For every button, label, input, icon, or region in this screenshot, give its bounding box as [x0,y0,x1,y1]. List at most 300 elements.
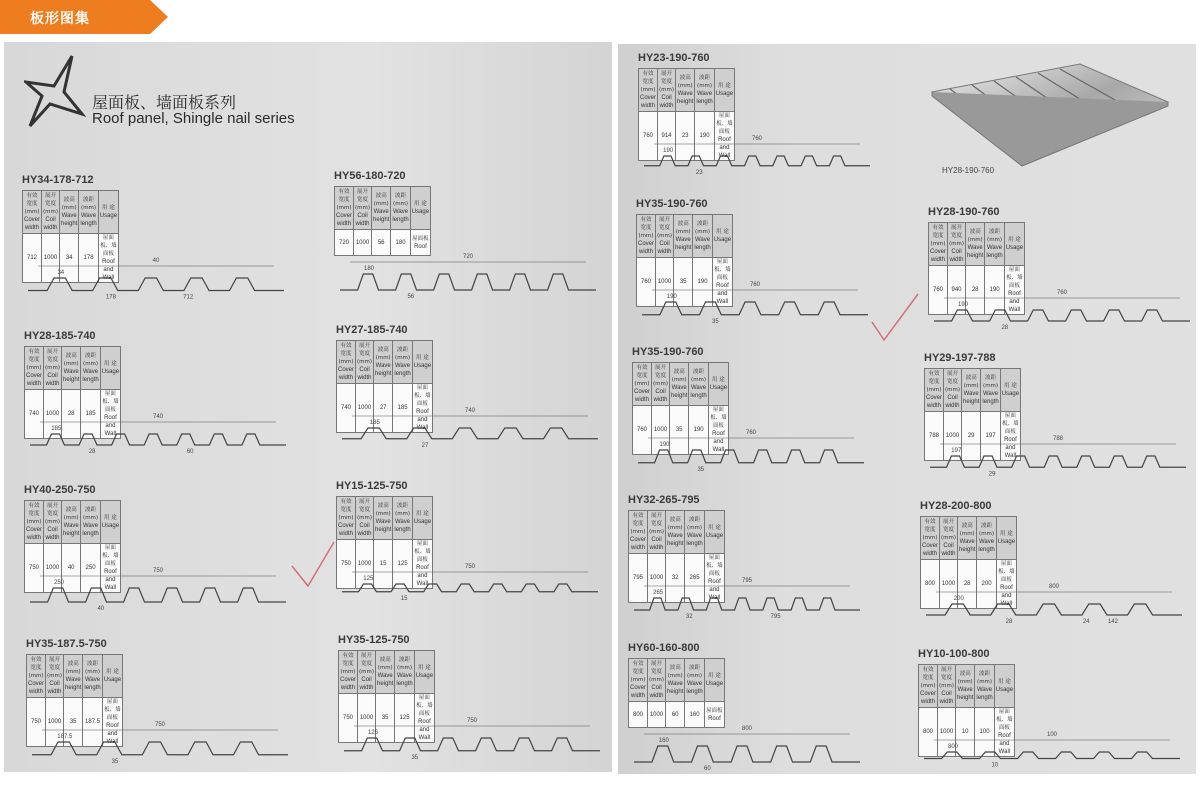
usage-zh: 屋面板、墙面板 [414,385,431,407]
dimension-label: 40 [97,606,105,612]
spec-length-value: 190 [985,266,1004,315]
header-en: Cover width [24,217,41,231]
spec-header-cell [414,651,434,694]
spec-cover-value: 720 [335,230,354,256]
header-zh: 用 途 [998,679,1011,685]
header-zh: 波距(mm) [81,197,97,211]
spec-header-cell [944,369,962,412]
spec-coil-value: 1000 [358,694,376,743]
spec-header-cell [666,511,685,554]
usage-zh: 屋面板、墙面板 [714,259,731,281]
spec-length-value: 190 [693,258,712,307]
spec-header-cell [704,511,724,554]
spec-header-cell [695,69,714,112]
header-zh: 波高(mm) [65,661,81,675]
dimension-label: 250 [53,580,65,586]
header-en: Cover width [634,389,651,403]
spec-header-cell [358,651,376,694]
header-zh: 用 途 [106,669,119,675]
usage-en: Roof and Wall [104,569,117,591]
spec-length-value: 185 [393,384,412,433]
header-en: Coil width [657,241,672,255]
profile-outline [344,738,600,751]
header-en: Coil width [941,543,956,557]
dimension-label: 187.5 [57,734,73,740]
header-en: Wave length [694,237,711,251]
header-zh: 波距(mm) [695,221,711,235]
header-en: Usage [101,523,120,529]
header-zh: 用 途 [414,201,427,207]
spec-header-cell [629,659,648,702]
panel-profile-drawing [638,126,876,186]
header-zh: 用 途 [416,511,429,517]
spec-header-cell [958,517,977,560]
header-zh: 有效宽度(mm) [630,513,646,535]
dimension-label: 750 [154,722,166,728]
dimension-label: 795 [741,578,753,584]
header-zh: 波距(mm) [687,517,703,531]
header-en: Wave height [377,673,394,687]
spec-header-cell [376,651,395,694]
spec-coil-value: 1000 [648,702,666,728]
header-en: Coil width [949,249,964,263]
header-en: Coil width [45,527,60,541]
spec-cover-value: 750 [337,540,356,589]
header-zh: 展开宽度(mm) [43,193,59,215]
check-mark-icon [290,540,336,590]
spec-coil-value: 1000 [46,698,64,747]
header-zh: 有效宽度(mm) [638,217,654,239]
profile-outline [32,742,288,755]
header-zh: 波距(mm) [697,75,713,89]
spec-header-cell [996,517,1016,560]
header-zh: 用 途 [1000,531,1013,537]
spec-header-cell [354,187,372,230]
spec-header-cell [393,341,412,384]
spec-height-value: 28 [62,390,81,439]
spec-header-cell [689,363,708,406]
spec-coil-value: 1000 [44,544,62,593]
series-title-zh: 屋面板、墙面板系列 [92,93,237,112]
dimension-label: 800 [947,744,959,750]
spec-coil-value: 1000 [940,560,958,609]
dimension-label: 100 [1046,732,1058,738]
dimension-label: 28 [1001,325,1009,331]
header-zh: 展开宽度(mm) [45,349,61,371]
header-zh: 有效宽度(mm) [926,371,942,393]
header-en: Cover width [338,523,355,537]
header-en: Usage [705,533,724,539]
spec-header-row [339,651,435,694]
spec-length-value: 187.5 [83,698,102,747]
spec-header-cell [100,347,120,390]
star-icon [24,52,86,130]
panel-model-title: HY28-190-760 [928,206,1000,218]
header-zh: 用 途 [708,525,721,531]
panel-profile-drawing [918,722,1186,782]
header-en: Usage [413,519,432,525]
panel-model-title: HY35-125-750 [338,634,410,646]
header-zh: 用 途 [716,229,729,235]
header-en: Wave height [675,237,692,251]
dimension-label: 190 [659,442,670,448]
usage-zh: 屋面板、墙面板 [710,407,727,429]
spec-header-cell [977,517,996,560]
spec-header-cell [27,655,46,698]
spec-header-cell [985,223,1004,266]
spec-header-cell [940,517,958,560]
dimension-label: 28 [88,449,96,455]
header-en: Wave height [667,681,684,695]
dimension-label: 190 [666,294,677,300]
spec-height-value: 60 [666,702,685,728]
header-zh: 展开宽度(mm) [357,343,373,365]
header-zh: 展开宽度(mm) [653,365,669,387]
tab-arrow-shape [150,0,168,34]
header-en: Usage [411,209,430,215]
header-en: Cover width [630,685,647,699]
header-zh: 有效宽度(mm) [338,343,354,365]
header-en: Wave length [696,91,713,105]
tab-label: 板形图集 [30,11,90,27]
panel-profile-drawing [24,558,292,618]
dimension-label: 35 [111,758,119,765]
dimension-label: 788 [1052,436,1064,442]
panel-profile-drawing [636,272,874,332]
header-zh: 用 途 [102,205,115,211]
dimension-label: 125 [363,576,374,582]
spec-header-cell [966,223,985,266]
spec-length-value: 100 [975,708,994,757]
usage-en: Roof and Wall [416,565,429,587]
panel-profile-drawing [338,708,606,768]
spec-header-cell [25,347,44,390]
header-zh: 波高(mm) [963,375,979,389]
header-en: Usage [997,539,1016,545]
spec-cover-value: 750 [339,694,358,743]
spec-cover-value: 750 [25,544,44,593]
profile-outline [926,604,1182,615]
dimension-label: 35 [697,466,705,473]
header-en: Usage [99,213,118,219]
profile-outline [634,746,860,762]
header-zh: 波距(mm) [977,671,993,685]
dimension-label: 15 [400,595,408,602]
header-zh: 有效宽度(mm) [28,657,44,679]
profile-outline [934,310,1190,321]
header-en: Wave length [82,523,99,537]
header-en: Wave height [963,391,980,405]
panel-model-title: HY40-250-750 [24,484,96,496]
usage-en: Roof and Wall [718,137,731,159]
header-zh: 波距(mm) [983,375,999,389]
spec-cover-value: 712 [23,234,42,283]
spec-coil-value: 1000 [648,554,666,603]
spec-cover-value: 740 [337,384,356,433]
header-zh: 用 途 [708,673,721,679]
panel-profile-drawing [26,712,294,772]
usage-zh: 屋面板、墙面板 [716,113,733,135]
spec-header-cell [374,497,393,540]
spec-header-cell [395,651,414,694]
spec-header-cell [648,659,666,702]
header-zh: 用 途 [104,515,117,521]
spec-header-cell [81,501,100,544]
dimension-label: 760 [745,430,757,436]
spec-header-cell [658,69,676,112]
dimension-label: 750 [152,568,164,574]
header-en: Coil width [945,395,960,409]
spec-length-value: 190 [689,406,708,455]
header-zh: 波高(mm) [63,353,79,367]
spec-cover-value: 788 [925,412,944,461]
spec-header-cell [339,651,358,694]
header-en: Wave height [959,539,976,553]
spec-length-value: 200 [977,560,996,609]
header-zh: 波高(mm) [667,517,683,531]
spec-cover-value: 740 [25,390,44,439]
panel-model-title: HY27-185-740 [336,324,408,336]
spec-length-value: 250 [81,544,100,593]
header-en: Usage [1005,245,1024,251]
dimension-label: 180 [363,266,375,272]
spec-length-value: 125 [393,540,412,589]
panel-profile-drawing [22,248,290,308]
spec-header-row [637,215,733,258]
header-en: Wave length [686,681,703,695]
header-en: Usage [715,91,734,97]
spec-height-value: 35 [64,698,83,747]
spec-header-cell [64,655,83,698]
section-tab[interactable] [0,0,168,34]
dimension-label: 740 [464,408,476,414]
spec-header-cell [919,665,938,708]
spec-header-cell [637,215,656,258]
spec-height-value: 28 [966,266,985,315]
header-zh: 波高(mm) [675,221,691,235]
spec-header-cell [412,341,432,384]
dimension-label: 190 [663,148,674,154]
usage-en: Roof and Wall [998,733,1011,755]
spec-header-cell [975,665,994,708]
spec-cover-value: 760 [929,266,948,315]
spec-header-cell [81,347,100,390]
spec-header-cell [393,497,412,540]
panel-model-title: HY60-160-800 [628,642,700,654]
spec-header-cell [42,191,60,234]
profile-outline [924,752,1180,759]
usage-zh: 屋面板、墙面板 [1006,267,1023,289]
header-zh: 展开宽度(mm) [649,513,665,535]
spec-header-cell [948,223,966,266]
header-en: Cover width [920,691,937,705]
spec-header-cell [652,363,670,406]
dimension-label: 720 [462,254,474,260]
dimension-label: 125 [367,730,379,736]
header-zh: 波距(mm) [691,369,707,383]
header-zh: 有效宽度(mm) [630,661,646,683]
usage-zh: 屋面板、墙面板 [100,235,117,257]
spec-length-value: 190 [695,112,714,161]
header-en: Wave height [667,533,684,547]
dimension-label: 265 [653,590,664,596]
spec-cover-value: 800 [919,708,938,757]
spec-header-row [337,497,433,540]
usage-zh: 屋面板 [412,235,429,242]
panel-model-title: HY28-185-740 [24,330,96,342]
spec-cover-value: 760 [637,258,656,307]
spec-cover-value: 800 [629,702,648,728]
header-zh: 波高(mm) [967,229,983,243]
spec-header-cell [44,501,62,544]
spec-cover-value: 750 [27,698,46,747]
spec-coil-value: 914 [658,112,676,161]
header-en: Coil width [357,523,372,537]
spec-coil-value: 1000 [652,406,670,455]
header-en: Coil width [47,681,62,695]
spec-coil-value: 1000 [44,390,62,439]
spec-header-cell [712,215,732,258]
dimension-label: 760 [749,282,761,288]
spec-header-row [27,655,123,698]
header-en: Wave height [61,213,78,227]
usage-zh: 屋面板、墙面板 [102,391,119,413]
spec-header-cell [372,187,391,230]
profile-outline [30,434,286,445]
header-zh: 展开宽度(mm) [359,653,375,675]
profile-outline [28,278,284,291]
spec-length-value: 185 [81,390,100,439]
header-zh: 波距(mm) [687,665,703,679]
panel-model-title: HY35-187.5-750 [26,638,107,650]
panel-profile-drawing [928,280,1196,340]
profile-outline [342,584,598,592]
spec-header-cell [337,497,356,540]
header-en: Wave length [84,677,101,691]
header-en: Usage [705,681,724,687]
dimension-label: 795 [770,614,781,620]
header-en: Wave length [392,209,409,223]
header-zh: 有效宽度(mm) [338,499,354,521]
dimension-label: 24 [1082,619,1090,625]
profile-outline [30,588,286,602]
header-en: Wave height [671,385,688,399]
header-zh: 波距(mm) [83,507,99,521]
header-zh: 波高(mm) [375,347,391,361]
header-en: Cover width [336,213,353,227]
header-zh: 波距(mm) [987,229,1003,243]
spec-header-cell [102,655,122,698]
dimension-label: 760 [1056,290,1068,296]
spec-header-cell [410,187,430,230]
header-en: Wave height [63,523,80,537]
header-zh: 有效宽度(mm) [336,189,352,211]
profile-outline [644,156,870,166]
dimension-label: 142 [1107,619,1118,625]
header-en: Cover width [638,241,655,255]
dimension-label: 200 [953,596,964,602]
usage-zh: 屋面板、墙面板 [998,561,1015,583]
spec-header-cell [670,363,689,406]
header-zh: 波距(mm) [979,523,995,537]
spec-header-cell [629,511,648,554]
header-en: Wave length [986,245,1003,259]
spec-header-cell [44,347,62,390]
dimension-label: 28 [1005,619,1013,625]
header-en: Wave height [375,363,392,377]
header-en: Coil width [659,95,674,109]
panel-model-title: HY32-265-795 [628,494,700,506]
panel-profile-drawing [920,574,1188,634]
dimension-label: 29 [988,471,996,478]
header-zh: 波距(mm) [83,353,99,367]
dimension-label: 712 [183,294,194,301]
header-en: Wave length [82,369,99,383]
usage-en: Roof [708,715,721,722]
spec-header-cell [46,655,64,698]
header-zh: 展开宽度(mm) [649,661,665,683]
header-en: Usage [415,673,434,679]
usage-en: Roof and Wall [1008,291,1021,313]
spec-height-value: 10 [956,708,975,757]
header-en: Coil width [359,677,374,691]
header-zh: 展开宽度(mm) [657,217,673,239]
spec-header-row [639,69,735,112]
spec-coil-value: 1000 [42,234,60,283]
spec-header-cell [708,363,728,406]
usage-en: Roof and Wall [1000,585,1013,607]
spec-height-value: 29 [962,412,981,461]
spec-header-row [929,223,1025,266]
spec-cover-value: 760 [639,112,658,161]
header-zh: 波高(mm) [959,523,975,537]
header-zh: 波距(mm) [393,193,409,207]
header-zh: 有效宽度(mm) [340,653,356,675]
header-en: Wave length [686,533,703,547]
profile-outline [638,450,864,463]
header-en: Usage [709,385,728,391]
spec-header-cell [412,497,432,540]
header-zh: 波高(mm) [671,369,687,383]
spec-length-value: 160 [685,702,704,728]
dimension-label: 185 [51,426,62,432]
header-en: Coil width [45,373,60,387]
header-en: Coil width [355,213,370,227]
spec-height-value: 23 [676,112,695,161]
header-zh: 用 途 [416,355,429,361]
dimension-label: 34 [57,270,65,276]
spec-length-value: 178 [79,234,98,283]
header-en: Cover width [640,95,657,109]
photo-caption: HY28-190-760 [942,166,995,175]
spec-header-cell [676,69,695,112]
header-en: Wave length [690,385,707,399]
dimension-label: 56 [407,294,415,300]
spec-height-value: 56 [372,230,391,256]
header-en: Usage [995,687,1014,693]
dimension-label: 40 [152,258,160,264]
spec-header-row [25,347,121,390]
header-zh: 波距(mm) [397,657,413,671]
spec-coil-value: 1000 [656,258,674,307]
dimension-label: 60 [186,449,194,455]
panel-profile-drawing [24,404,292,464]
panel-model-title: HY29-197-788 [924,352,996,364]
header-zh: 展开宽度(mm) [659,71,675,93]
header-zh: 用 途 [104,361,117,367]
header-en: Wave length [982,391,999,405]
header-en: Coil width [653,389,668,403]
